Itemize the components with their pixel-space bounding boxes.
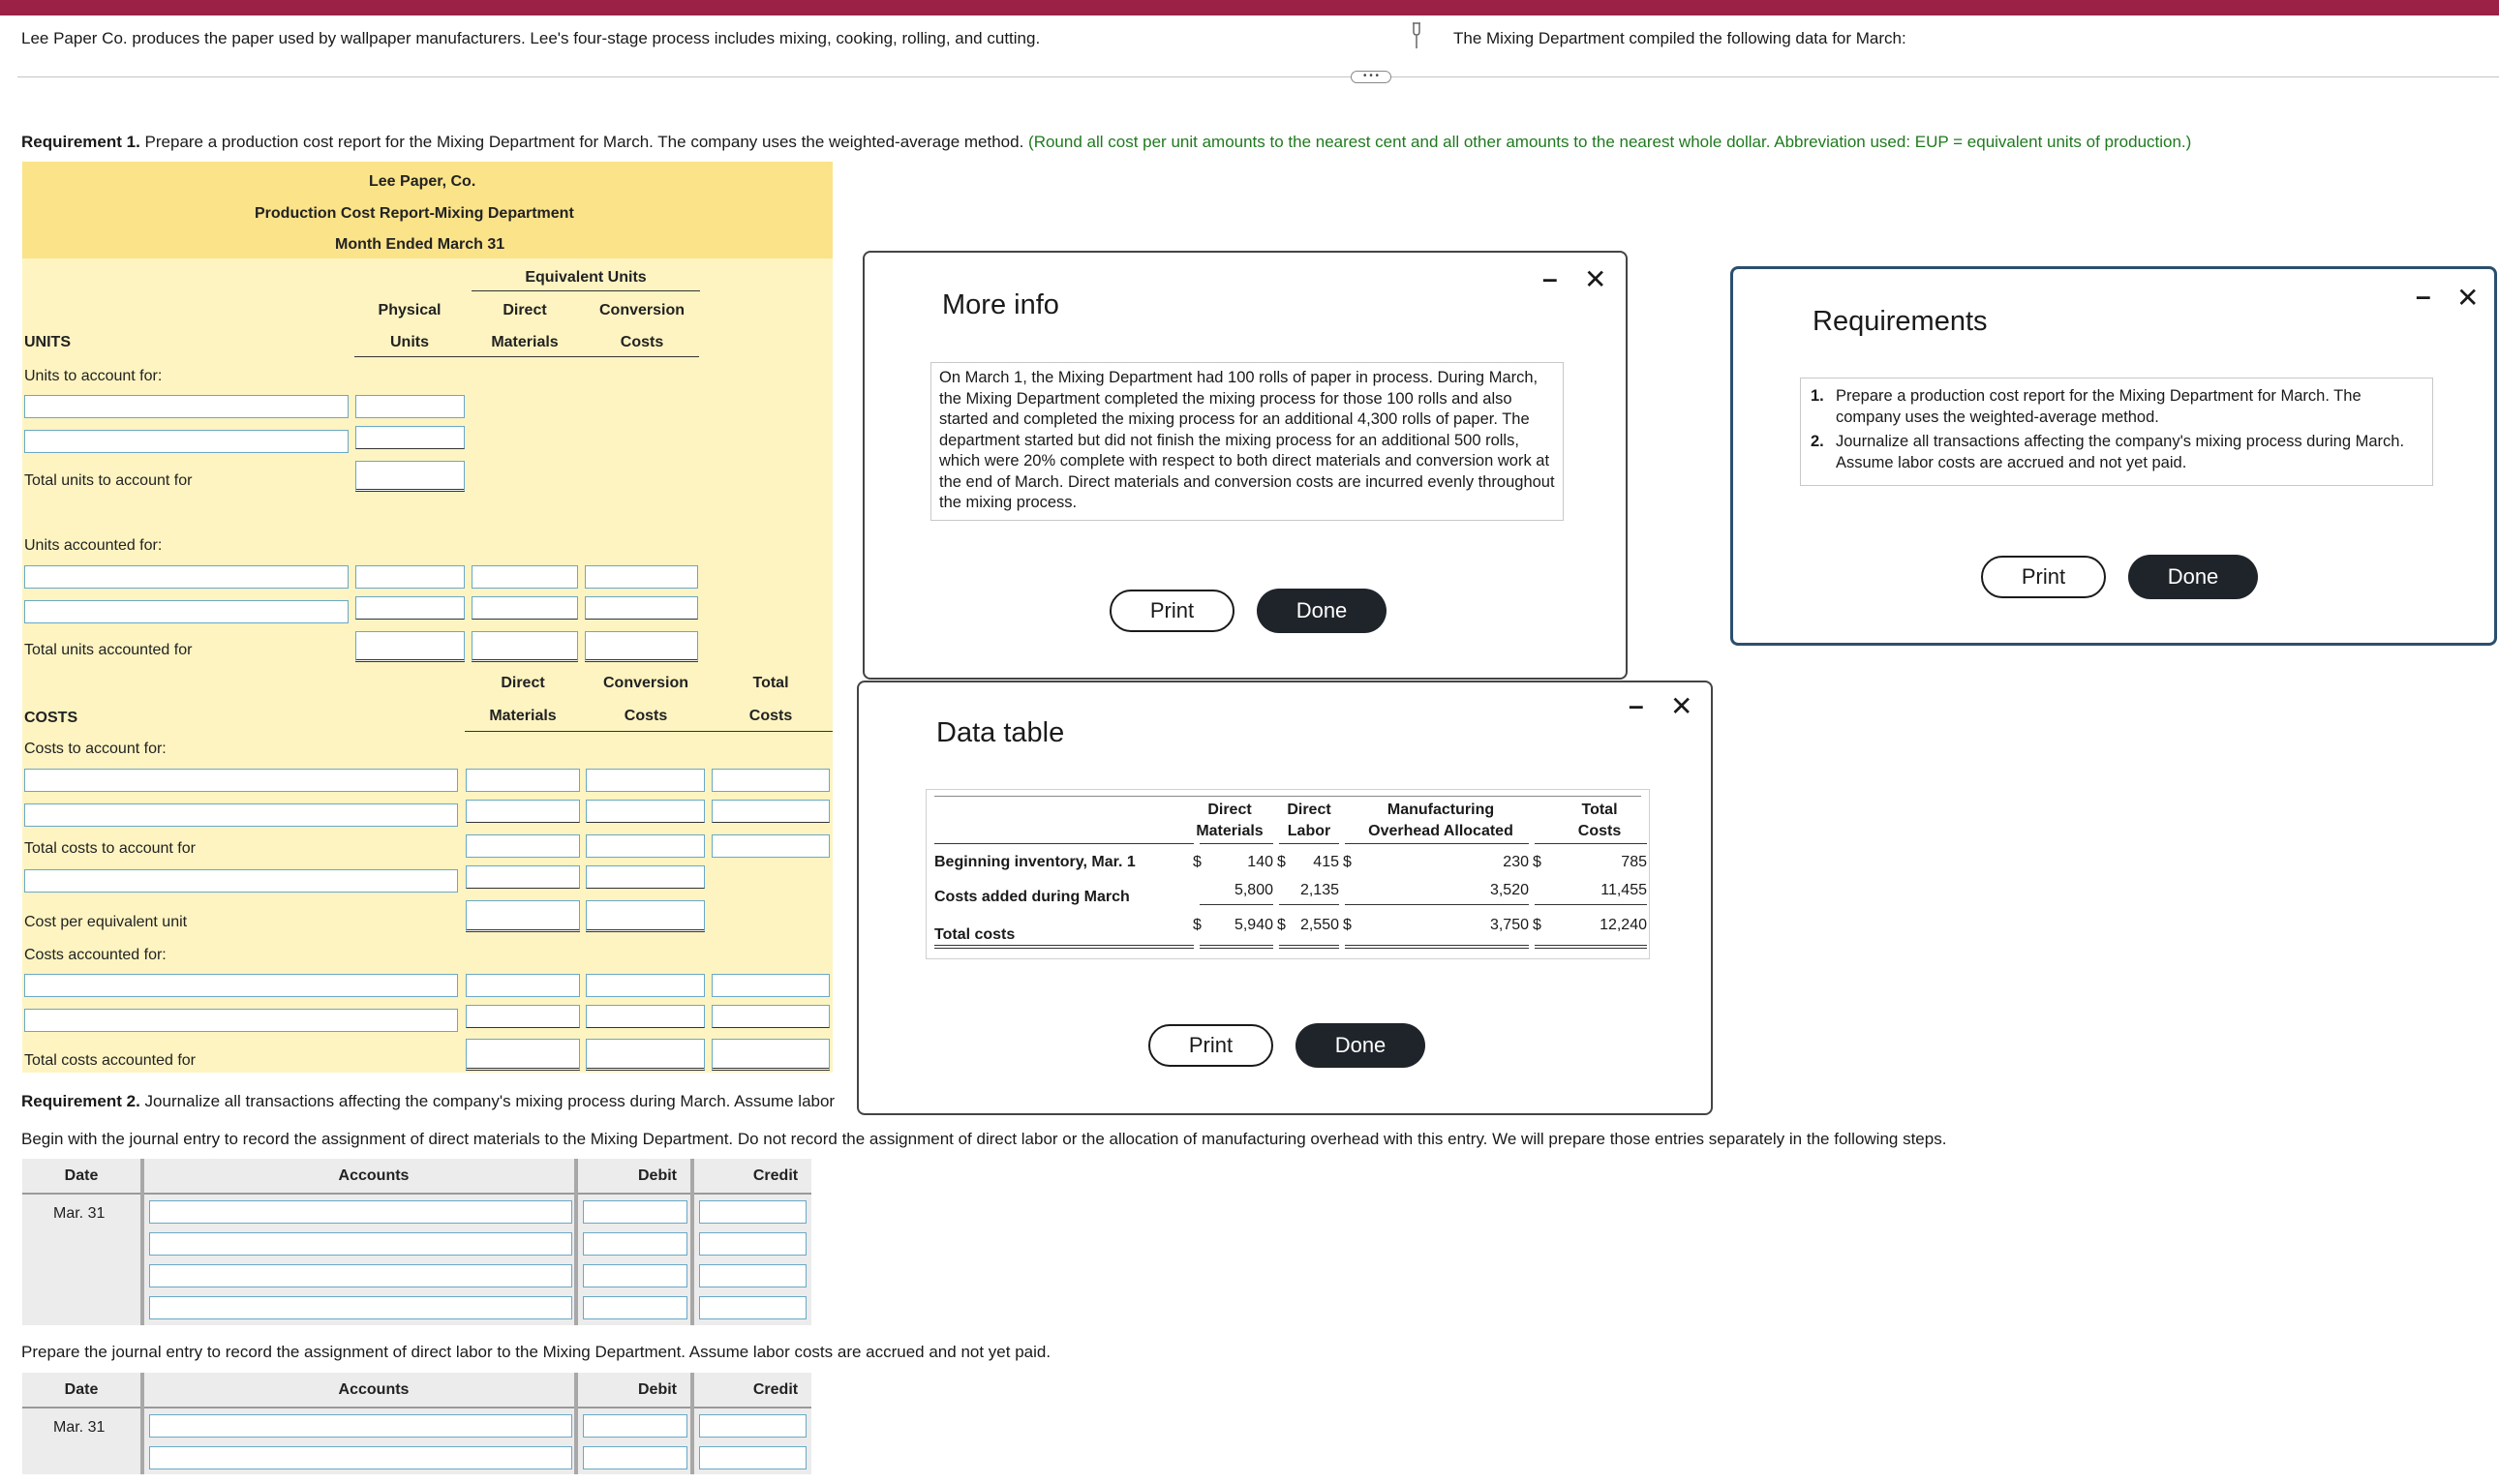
requirements-done-button[interactable]: Done	[2128, 555, 2258, 599]
journal-1-account-2[interactable]	[149, 1232, 572, 1256]
journal-2-date: Mar. 31	[53, 1419, 106, 1436]
requirement-2-label: Requirement 2.	[21, 1092, 140, 1110]
requirement-1-line	[21, 133, 2191, 152]
cost-per-eu-conv[interactable]	[586, 900, 705, 932]
units-accounted-label: Units accounted for:	[24, 537, 163, 554]
requirement-item-2-text: Journalize all transactions affecting the company's mixing process during March. Assume labor costs are accrued and not yet paid.	[1836, 433, 2405, 471]
costs-to-account-desc-2[interactable]	[24, 803, 458, 827]
units-accounted-dm-1[interactable]	[472, 565, 578, 589]
journal-2-account-2[interactable]	[149, 1446, 572, 1469]
expand-handle-icon[interactable]: • • •	[1351, 71, 1391, 83]
cost-col-rule	[465, 731, 833, 732]
cost-col-dm-line2: Materials	[489, 708, 557, 724]
data-table-row-1-total: 785	[1621, 854, 1647, 870]
data-table-row-1-dl: 415	[1313, 854, 1339, 870]
journal-1-debit-1[interactable]	[583, 1200, 687, 1224]
data-table-row-2-dm: 5,800	[1234, 882, 1273, 898]
currency-symbol: $	[1533, 917, 1541, 933]
data-table-header-moh-1: Manufacturing	[1387, 802, 1495, 818]
journal-2-account-1[interactable]	[149, 1414, 572, 1438]
currency-symbol: $	[1343, 854, 1352, 870]
total-costs-to-account-conv[interactable]	[586, 834, 705, 858]
eup-dm-input[interactable]	[466, 865, 580, 889]
total-costs-to-account-total[interactable]	[712, 834, 830, 858]
col-physical-line2: Units	[390, 334, 429, 350]
units-to-account-desc-1[interactable]	[24, 395, 349, 418]
col-conv-line2: Costs	[620, 334, 664, 350]
total-costs-to-account-dm[interactable]	[466, 834, 580, 858]
data-table-row-2-moh: 3,520	[1489, 882, 1529, 898]
journal-2-sep-2	[574, 1373, 578, 1474]
requirements-title: Requirements	[1813, 306, 1988, 337]
journal-1-sep-2	[574, 1159, 578, 1325]
total-units-to-account-input[interactable]	[355, 461, 465, 492]
minimize-icon[interactable]: –	[1542, 263, 1558, 293]
costs-to-account-dm-1[interactable]	[466, 769, 580, 792]
requirement-item-1-num: 1.	[1811, 387, 1824, 405]
data-table-total-dl-rule	[1279, 945, 1339, 949]
data-table-total-rule	[1535, 843, 1647, 844]
requirement-1-text: Prepare a production cost report for the Mixing Department for March. The company uses the weighted-average method.	[139, 133, 1024, 151]
data-table-total-total-rule	[1535, 945, 1647, 949]
currency-symbol: $	[1277, 854, 1286, 870]
journal-2-sep-1	[140, 1373, 144, 1474]
data-table-dl-rule	[1279, 843, 1339, 844]
data-table-row-2-dl-rule	[1279, 904, 1339, 905]
journal-1-sep-1	[140, 1159, 144, 1325]
journal-2-credit-1[interactable]	[699, 1414, 807, 1438]
journal-2-sep-3	[690, 1373, 694, 1474]
journal-1-account-1[interactable]	[149, 1200, 572, 1224]
top-accent-bar	[0, 0, 2499, 15]
units-to-account-phys-2[interactable]	[355, 426, 465, 449]
currency-symbol: $	[1193, 917, 1202, 933]
journal-instructions-2: Prepare the journal entry to record the assignment of direct labor to the Mixing Department. Assume labor costs are accrued and not yet paid.	[21, 1343, 1051, 1361]
cost-per-eu-dm[interactable]	[466, 900, 580, 932]
units-accounted-conv-1[interactable]	[585, 565, 698, 589]
journal-2-accounts-header: Accounts	[338, 1381, 410, 1398]
journal-2-debit-2[interactable]	[583, 1446, 687, 1469]
data-table-label-rule	[934, 843, 1194, 844]
data-table-header-dm-1: Direct	[1207, 802, 1252, 818]
costs-accounted-total-2[interactable]	[712, 1005, 830, 1028]
costs-to-account-label: Costs to account for:	[24, 741, 167, 757]
data-table-row-2-dm-rule	[1200, 904, 1273, 905]
requirement-2-text: Journalize all transactions affecting the company's mixing process during March. Assume labor	[139, 1092, 836, 1110]
data-table-total-dm-rule	[1200, 945, 1273, 949]
report-period: Month Ended March 31	[335, 236, 505, 253]
requirements-print-button[interactable]: Print	[1981, 556, 2106, 598]
cost-col-total-line1: Total	[752, 675, 789, 691]
requirement-1-note: (Round all cost per unit amounts to the nearest cent and all other amounts to the nearest whole dollar. Abbreviation used: EUP = equivalent units of production.)	[1023, 133, 2192, 151]
close-icon[interactable]: ✕	[2456, 283, 2480, 313]
eup-desc-input[interactable]	[24, 869, 458, 893]
data-table-row-3-label: Total costs	[934, 926, 1016, 943]
minimize-icon[interactable]: –	[1629, 690, 1644, 720]
requirement-item-1-text: Prepare a production cost report for the Mixing Department for March. The company uses the weighted-average method.	[1836, 387, 2362, 426]
journal-2-debit-header: Debit	[638, 1381, 677, 1398]
costs-accounted-dm-2[interactable]	[466, 1005, 580, 1028]
total-costs-accounted-dm[interactable]	[466, 1039, 580, 1071]
pin-icon[interactable]	[1410, 21, 1423, 50]
report-company: Lee Paper, Co.	[369, 173, 476, 190]
costs-accounted-conv-2[interactable]	[586, 1005, 705, 1028]
costs-accounted-label: Costs accounted for:	[24, 947, 167, 963]
journal-1-debit-2[interactable]	[583, 1232, 687, 1256]
journal-1-accounts-header: Accounts	[338, 1167, 410, 1184]
costs-to-account-conv-2[interactable]	[586, 800, 705, 823]
data-table-row-2-total-rule	[1535, 904, 1647, 905]
close-icon[interactable]: ✕	[1670, 691, 1693, 721]
requirement-item-1	[1811, 386, 2423, 428]
costs-heading: COSTS	[24, 710, 78, 726]
data-table	[926, 789, 1650, 959]
units-accounted-desc-1[interactable]	[24, 565, 349, 589]
requirement-item-2-num: 2.	[1811, 433, 1824, 450]
data-table-header-total-2: Costs	[1577, 823, 1622, 839]
more-info-body: On March 1, the Mixing Department had 100 rolls of paper in process. During March, the Mixing Department completed the mixing process for those 100 rolls and also started and completed the mixing process for an additional 4,300 rolls of paper. The department started but did not finish the mixing process for an additional 500 rolls, which were 20% complete with respect to both direct materials and conversion work at the end of March. Direct materials and conversion costs are incurred evenly throughout the mixing process.	[930, 362, 1564, 521]
requirement-1-label: Requirement 1.	[21, 133, 140, 151]
data-table-print-button[interactable]: Print	[1148, 1024, 1273, 1067]
data-table-row-3-total: 12,240	[1600, 917, 1647, 933]
costs-to-account-conv-1[interactable]	[586, 769, 705, 792]
journal-1-debit-3[interactable]	[583, 1264, 687, 1287]
currency-symbol: $	[1533, 854, 1541, 870]
requirements-list	[1800, 378, 2433, 486]
journal-2-credit-header: Credit	[752, 1381, 799, 1398]
requirement-2-line	[21, 1092, 835, 1111]
journal-instructions-1: Begin with the journal entry to record the assignment of direct materials to the Mixing Department. Do not record the assignment of direct labor or the allocation of manufacturing overhead with this entry. We will prepare those entries separately in the following steps.	[21, 1130, 1947, 1148]
data-table-header-moh-2: Overhead Allocated	[1368, 823, 1513, 839]
costs-accounted-total-1[interactable]	[712, 974, 830, 997]
data-table-total-moh-rule	[1345, 945, 1529, 949]
header-divider	[17, 76, 2499, 77]
total-units-accounted-phys[interactable]	[355, 631, 465, 662]
units-accounted-conv-2[interactable]	[585, 596, 698, 620]
more-info-dialog	[863, 251, 1628, 680]
eup-conv-input[interactable]	[586, 865, 705, 889]
data-table-total-label-rule	[934, 945, 1194, 949]
units-accounted-dm-2[interactable]	[472, 596, 578, 620]
journal-1-credit-header: Credit	[752, 1167, 799, 1184]
data-table-header-dl-2: Labor	[1287, 823, 1331, 839]
total-units-to-account-label: Total units to account for	[24, 472, 193, 489]
close-icon[interactable]: ✕	[1584, 264, 1607, 294]
data-table-row-2-moh-rule	[1345, 904, 1529, 905]
col-dm-line1: Direct	[503, 302, 547, 318]
currency-symbol: $	[1277, 917, 1286, 933]
cost-per-eu-label: Cost per equivalent unit	[24, 914, 188, 930]
costs-accounted-dm-1[interactable]	[466, 974, 580, 997]
units-to-account-phys-1[interactable]	[355, 395, 465, 418]
data-table-row-3-dm: 5,940	[1234, 917, 1273, 933]
requirements-dialog	[1730, 266, 2497, 646]
journal-1-debit-header: Debit	[638, 1167, 677, 1184]
report-title: Production Cost Report-Mixing Department	[255, 205, 574, 222]
total-units-accounted-label: Total units accounted for	[24, 642, 193, 658]
total-units-accounted-conv[interactable]	[585, 631, 698, 662]
data-table-row-2-dl: 2,135	[1299, 882, 1339, 898]
data-table-title: Data table	[936, 717, 1065, 748]
total-costs-accounted-label: Total costs accounted for	[24, 1052, 196, 1069]
more-info-title: More info	[942, 289, 1059, 320]
costs-accounted-conv-1[interactable]	[586, 974, 705, 997]
journal-1-date-header: Date	[64, 1167, 99, 1184]
total-costs-accounted-total[interactable]	[712, 1039, 830, 1071]
col-conv-line1: Conversion	[598, 302, 685, 318]
costs-accounted-desc-1[interactable]	[24, 974, 458, 997]
costs-to-account-total-2[interactable]	[712, 800, 830, 823]
cost-col-total-line2: Costs	[748, 708, 793, 724]
total-costs-accounted-conv[interactable]	[586, 1039, 705, 1071]
journal-1-account-3[interactable]	[149, 1264, 572, 1287]
data-table-row-3-moh: 3,750	[1489, 917, 1529, 933]
requirement-item-2	[1811, 432, 2423, 473]
units-accounted-desc-2[interactable]	[24, 600, 349, 623]
units-to-account-label: Units to account for:	[24, 368, 163, 384]
data-table-row-1-label: Beginning inventory, Mar. 1	[934, 854, 1136, 870]
units-accounted-phys-1[interactable]	[355, 565, 465, 589]
data-table-row-3-dl: 2,550	[1299, 917, 1339, 933]
data-table-header-dm-2: Materials	[1196, 823, 1264, 839]
currency-symbol: $	[1193, 854, 1202, 870]
more-info-done-button[interactable]: Done	[1257, 589, 1387, 633]
units-accounted-phys-2[interactable]	[355, 596, 465, 620]
journal-1-credit-4[interactable]	[699, 1296, 807, 1319]
cost-col-dm-line1: Direct	[501, 675, 545, 691]
costs-to-account-total-1[interactable]	[712, 769, 830, 792]
cost-col-conv-line2: Costs	[624, 708, 668, 724]
data-table-row-1-moh: 230	[1503, 854, 1529, 870]
costs-to-account-desc-1[interactable]	[24, 769, 458, 792]
total-costs-to-account-label: Total costs to account for	[24, 840, 196, 857]
cost-col-conv-line1: Conversion	[602, 675, 688, 691]
data-table-row-2-total: 11,455	[1600, 882, 1647, 898]
data-table-moh-rule	[1345, 843, 1529, 844]
col-physical-line1: Physical	[378, 302, 442, 318]
data-table-header-dl-1: Direct	[1287, 802, 1331, 818]
data-table-done-button[interactable]: Done	[1295, 1023, 1425, 1068]
costs-accounted-desc-2[interactable]	[24, 1009, 458, 1032]
journal-1-credit-3[interactable]	[699, 1264, 807, 1287]
units-heading: UNITS	[24, 334, 71, 350]
col-dm-line2: Materials	[491, 334, 559, 350]
data-table-dialog	[857, 681, 1713, 1115]
currency-symbol: $	[1343, 917, 1352, 933]
data-table-top-rule	[934, 796, 1641, 797]
journal-1-credit-2[interactable]	[699, 1232, 807, 1256]
equivalent-units-header: Equivalent Units	[525, 269, 647, 286]
data-table-header-total-1: Total	[1581, 802, 1618, 818]
data-table-row-2-label: Costs added during March	[934, 889, 1130, 905]
data-table-row-1-dm: 140	[1247, 854, 1273, 870]
minimize-icon[interactable]: –	[2416, 281, 2431, 311]
total-units-accounted-dm[interactable]	[472, 631, 578, 662]
journal-2-date-header: Date	[64, 1381, 99, 1398]
problem-intro-text: Lee Paper Co. produces the paper used by wallpaper manufacturers. Lee's four-stage process includes mixing, cooking, rolling, and cutting.	[21, 29, 1041, 47]
more-info-print-button[interactable]: Print	[1110, 590, 1234, 632]
eq-units-rule	[472, 290, 700, 291]
report-header	[22, 162, 833, 258]
units-to-account-desc-2[interactable]	[24, 430, 349, 453]
journal-2-debit-1[interactable]	[583, 1414, 687, 1438]
journal-1-account-4[interactable]	[149, 1296, 572, 1319]
journal-1-date: Mar. 31	[53, 1205, 106, 1222]
data-intro-text: The Mixing Department compiled the following data for March:	[1453, 29, 1906, 47]
journal-1-credit-1[interactable]	[699, 1200, 807, 1224]
units-col-rule	[354, 356, 699, 357]
journal-2-credit-2[interactable]	[699, 1446, 807, 1469]
data-table-dm-rule	[1200, 843, 1273, 844]
journal-1-sep-3	[690, 1159, 694, 1325]
journal-1-debit-4[interactable]	[583, 1296, 687, 1319]
costs-to-account-dm-2[interactable]	[466, 800, 580, 823]
